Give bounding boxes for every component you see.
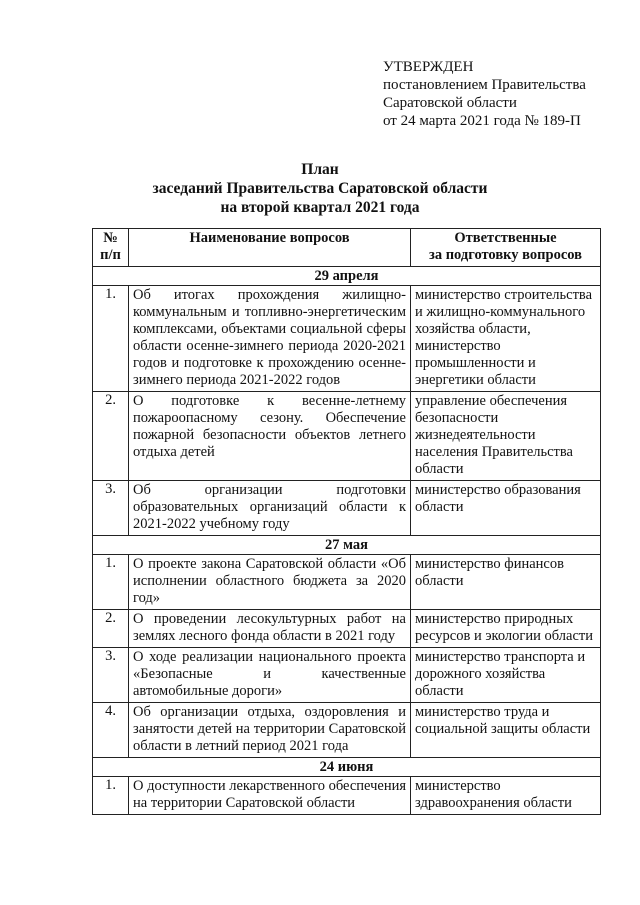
- table-row: [93, 703, 601, 758]
- table-row: [93, 648, 601, 703]
- date-cell: 29 апреля: [93, 267, 601, 286]
- title-line: заседаний Правительства Саратовской области: [152, 180, 488, 197]
- row-question: Об итогах прохождения жилищно-коммунальным и топливно-энергетическим комплексами, объектами социальной сферы области осенне-зимнего периода 2020-2021 годов и подготовке к прохождению осенне-зимнего периода 2021-2022 годов: [129, 286, 411, 392]
- table-row: [93, 610, 601, 648]
- row-question: О ходе реализации национального проекта «Безопасные и качественные автомобильные дороги»: [129, 648, 411, 703]
- header-number-line: №: [103, 230, 118, 246]
- row-question: Об организации подготовки образовательных организаций области к 2021-2022 учебному году: [129, 481, 411, 536]
- meetings-table: [92, 228, 601, 815]
- header-number-line: п/п: [100, 247, 121, 263]
- row-number: 2.: [93, 392, 129, 481]
- approval-line: Саратовской области: [383, 95, 517, 111]
- row-question: О проведении лесокультурных работ на землях лесного фонда области в 2021 году: [129, 610, 411, 648]
- date-row: [93, 536, 601, 555]
- approval-stamp: [383, 58, 586, 130]
- row-responsible: министерство природных ресурсов и экологии области: [411, 610, 601, 648]
- row-question: О доступности лекарственного обеспечения на территории Саратовской области: [129, 777, 411, 815]
- header-number: [93, 229, 129, 267]
- table-row: [93, 555, 601, 610]
- title-line: План: [301, 161, 339, 178]
- date-row: [93, 267, 601, 286]
- row-responsible: министерство финансов области: [411, 555, 601, 610]
- row-number: 3.: [93, 648, 129, 703]
- header-responsible-line: за подготовку вопросов: [429, 247, 582, 263]
- row-responsible: министерство строительства и жилищно-коммунального хозяйства области, министерство промышленности и энергетики области: [411, 286, 601, 392]
- title-line: на второй квартал 2021 года: [220, 199, 420, 216]
- row-number: 1.: [93, 555, 129, 610]
- document-title: [0, 160, 640, 217]
- row-responsible: министерство здравоохранения области: [411, 777, 601, 815]
- header-responsible-line: Ответственные: [454, 230, 557, 246]
- row-responsible: министерство труда и социальной защиты области: [411, 703, 601, 758]
- row-number: 3.: [93, 481, 129, 536]
- header-responsible: [411, 229, 601, 267]
- row-question: Об организации отдыха, оздоровления и занятости детей на территории Саратовской области в летний период 2021 года: [129, 703, 411, 758]
- row-responsible: министерство образования области: [411, 481, 601, 536]
- row-responsible: управление обеспечения безопасности жизнедеятельности населения Правительства области: [411, 392, 601, 481]
- row-number: 1.: [93, 777, 129, 815]
- table-row: [93, 481, 601, 536]
- date-cell: 27 мая: [93, 536, 601, 555]
- table-row: [93, 777, 601, 815]
- row-number: 1.: [93, 286, 129, 392]
- approval-heading: УТВЕРЖДЕН: [383, 59, 474, 75]
- date-row: [93, 758, 601, 777]
- table-row: [93, 286, 601, 392]
- approval-line: от 24 марта 2021 года № 189-П: [383, 113, 581, 129]
- header-name: Наименование вопросов: [129, 229, 411, 267]
- row-number: 2.: [93, 610, 129, 648]
- approval-line: постановлением Правительства: [383, 77, 586, 93]
- row-question: О подготовке к весенне-летнему пожароопасному сезону. Обеспечение пожарной безопасности объектов летнего отдыха детей: [129, 392, 411, 481]
- row-question: О проекте закона Саратовской области «Об исполнении областного бюджета за 2020 год»: [129, 555, 411, 610]
- row-responsible: министерство транспорта и дорожного хозяйства области: [411, 648, 601, 703]
- date-cell: 24 июня: [93, 758, 601, 777]
- table-row: [93, 392, 601, 481]
- row-number: 4.: [93, 703, 129, 758]
- table-header-row: [93, 229, 601, 267]
